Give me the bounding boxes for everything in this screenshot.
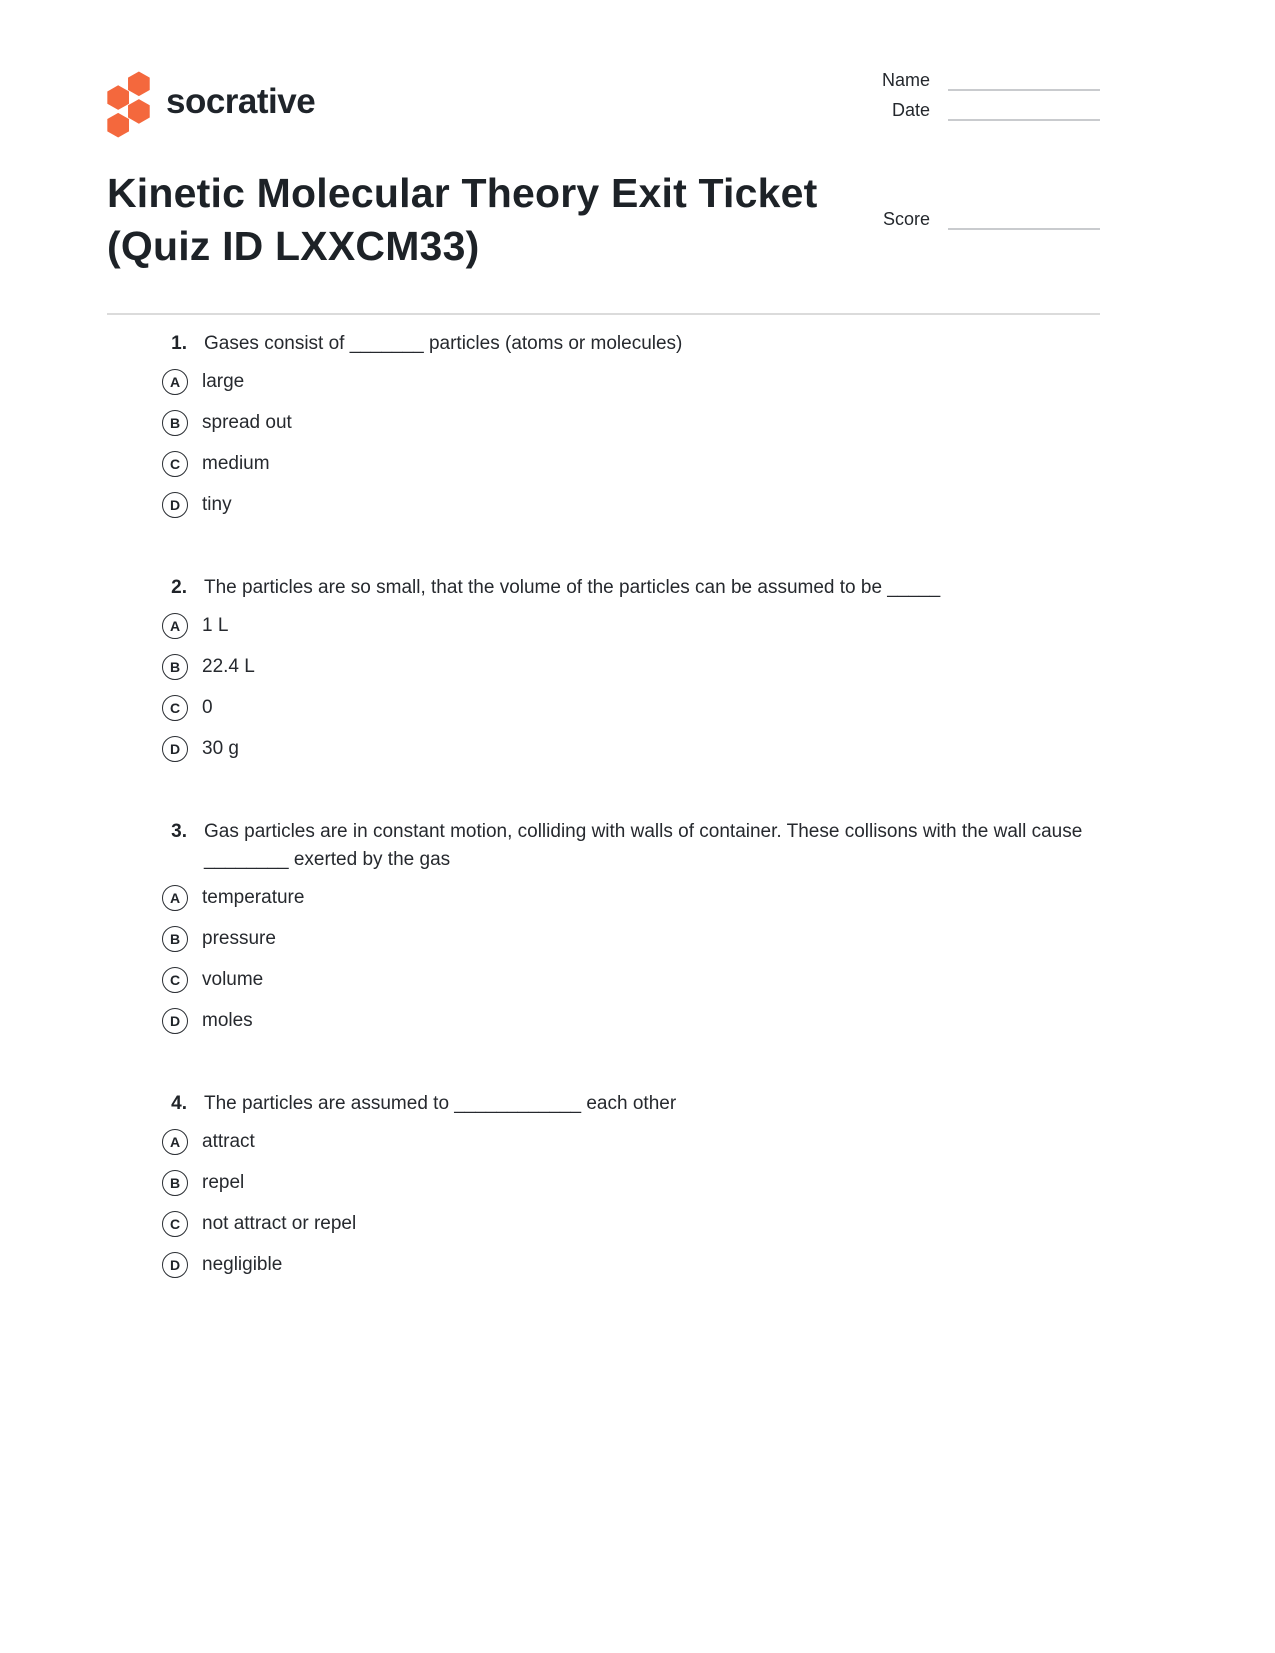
question-4 — [107, 1090, 1100, 1278]
question-3-line — [107, 818, 1100, 874]
option-letter: D — [169, 1257, 181, 1273]
score-field — [874, 209, 1100, 239]
option-row-c — [162, 451, 1100, 477]
question-list — [107, 330, 1100, 1278]
answer-bubble-d — [162, 736, 188, 762]
answer-bubble-a — [162, 885, 188, 911]
option-row-c — [162, 967, 1100, 993]
header-divider — [107, 313, 1100, 315]
question-2-line — [107, 574, 1100, 602]
answer-bubble-b — [162, 410, 188, 436]
question-2 — [107, 574, 1100, 762]
page-header — [107, 70, 1100, 139]
socrative-logo — [107, 70, 315, 139]
answer-bubble-d — [162, 492, 188, 518]
option-row-d — [162, 1252, 1100, 1278]
option-label: pressure — [202, 928, 276, 949]
question-4-options — [162, 1129, 1100, 1278]
answer-bubble-a — [162, 1129, 188, 1155]
question-number: 2. — [171, 577, 187, 598]
option-label: temperature — [202, 887, 305, 908]
option-row-b — [162, 1170, 1100, 1196]
question-number: 3. — [171, 821, 187, 842]
option-label: 0 — [202, 697, 213, 718]
option-letter: C — [169, 700, 181, 716]
answer-bubble-a — [162, 369, 188, 395]
option-label: moles — [202, 1010, 253, 1031]
socrative-wordmark: socrative — [166, 81, 316, 121]
option-letter: C — [169, 1216, 181, 1232]
option-row-b — [162, 410, 1100, 436]
option-row-a — [162, 369, 1100, 395]
question-text: The particles are assumed to ____________ each other — [204, 1093, 677, 1114]
option-row-a — [162, 1129, 1100, 1155]
answer-bubble-b — [162, 654, 188, 680]
option-label: attract — [202, 1131, 255, 1152]
option-letter: A — [169, 1134, 181, 1150]
question-1-options — [162, 369, 1100, 518]
question-1 — [107, 330, 1100, 518]
question-1-line — [107, 330, 1100, 358]
answer-bubble-c — [162, 967, 188, 993]
option-label: medium — [202, 453, 270, 474]
option-row-c — [162, 1211, 1100, 1237]
quiz-title: Kinetic Molecular Theory Exit Ticket (Quiz ID LXXCM33) — [107, 170, 818, 269]
option-letter: D — [169, 497, 181, 513]
option-label: negligible — [202, 1254, 283, 1275]
score-field-row — [874, 209, 1100, 230]
question-2-options — [162, 613, 1100, 762]
option-letter: C — [169, 972, 181, 988]
date-label: Date — [891, 100, 930, 120]
option-row-d — [162, 492, 1100, 518]
option-label: 1 L — [202, 615, 229, 636]
answer-bubble-c — [162, 695, 188, 721]
answer-bubble-c — [162, 451, 188, 477]
option-row-a — [162, 885, 1100, 911]
name-label: Name — [881, 70, 930, 90]
question-3-options — [162, 885, 1100, 1034]
option-letter: A — [169, 890, 181, 906]
option-row-a — [162, 613, 1100, 639]
question-3 — [107, 818, 1100, 1034]
option-label: 22.4 L — [202, 656, 255, 677]
option-letter: B — [169, 931, 181, 947]
socrative-hexagons-icon — [107, 70, 153, 139]
date-field-row — [874, 100, 1100, 121]
answer-bubble-b — [162, 1170, 188, 1196]
option-label: volume — [202, 969, 264, 990]
option-row-d — [162, 1008, 1100, 1034]
option-label: tiny — [202, 494, 232, 515]
option-label: repel — [202, 1172, 245, 1193]
option-row-b — [162, 654, 1100, 680]
answer-bubble-a — [162, 613, 188, 639]
option-row-d — [162, 736, 1100, 762]
answer-bubble-b — [162, 926, 188, 952]
option-letter: B — [169, 415, 181, 431]
option-row-b — [162, 926, 1100, 952]
question-4-line — [107, 1090, 1100, 1118]
name-field-row — [874, 70, 1100, 91]
name-blank-line — [948, 70, 1100, 91]
option-label: not attract or repel — [202, 1213, 357, 1234]
answer-bubble-d — [162, 1008, 188, 1034]
answer-bubble-c — [162, 1211, 188, 1237]
question-text: Gas particles are in constant motion, colliding with walls of container. These collisons with the wall cause ________ exerted by the gas — [204, 821, 1083, 870]
option-letter: A — [169, 618, 181, 634]
question-number: 1. — [171, 333, 187, 354]
option-letter: D — [169, 741, 181, 757]
option-letter: B — [169, 1175, 181, 1191]
question-text: The particles are so small, that the volume of the particles can be assumed to be _____ — [204, 577, 941, 598]
option-label: 30 g — [202, 738, 239, 759]
option-label: large — [202, 371, 245, 392]
name-date-fields — [874, 70, 1100, 130]
question-number: 4. — [171, 1093, 187, 1114]
option-letter: C — [169, 456, 181, 472]
question-text: Gases consist of _______ particles (atoms or molecules) — [204, 333, 683, 354]
score-label: Score — [882, 209, 930, 229]
title-section — [107, 167, 1100, 273]
answer-bubble-d — [162, 1252, 188, 1278]
date-blank-line — [948, 100, 1100, 121]
option-letter: A — [169, 374, 181, 390]
option-letter: B — [169, 659, 181, 675]
option-letter: D — [169, 1013, 181, 1029]
option-label: spread out — [202, 412, 292, 433]
score-blank-line — [948, 209, 1100, 230]
option-row-c — [162, 695, 1100, 721]
